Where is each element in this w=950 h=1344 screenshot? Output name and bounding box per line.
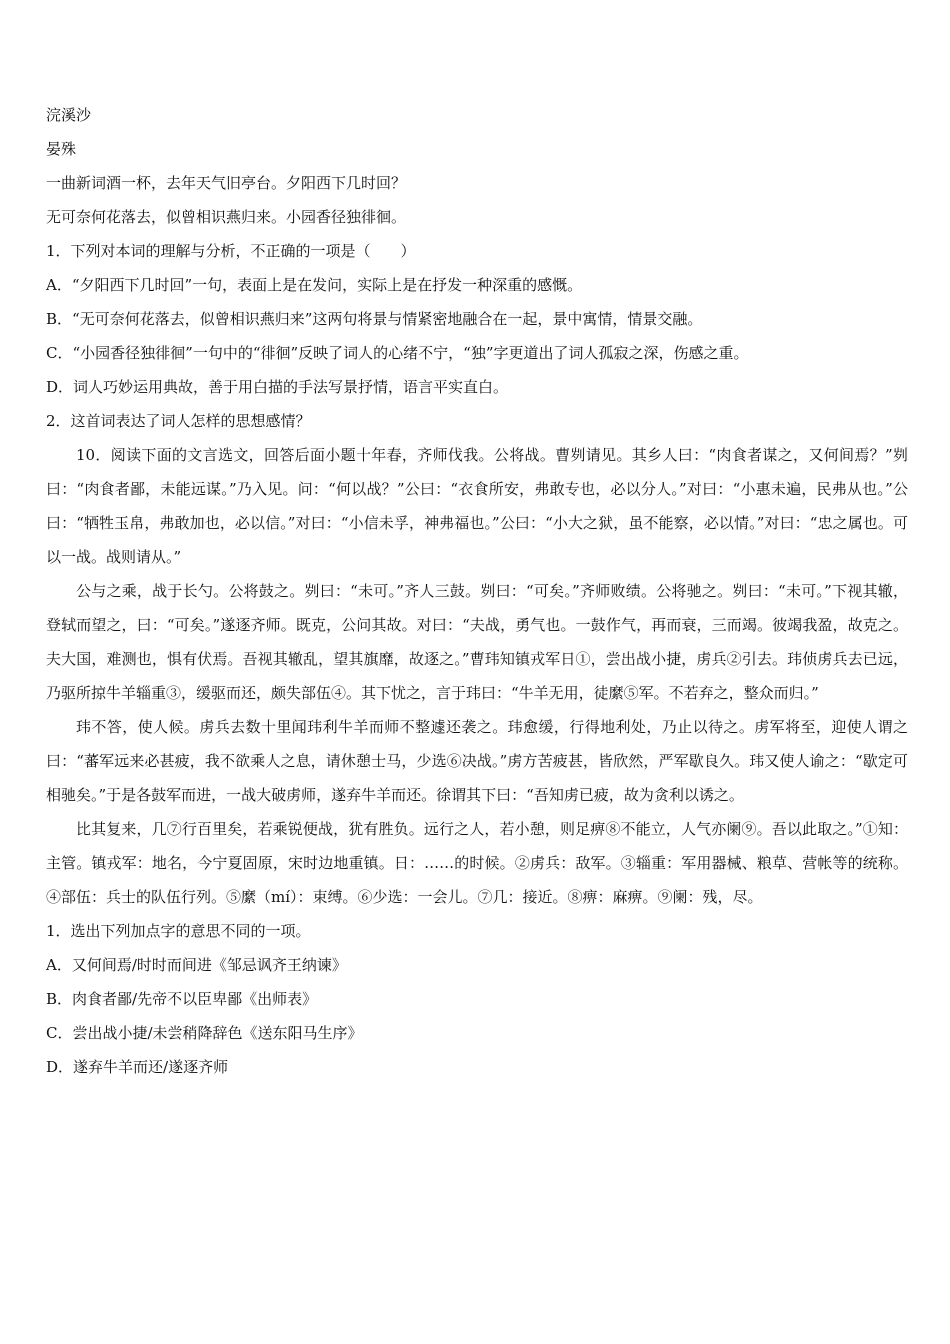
q10-paragraph-2: 公与之乘，战于长勺。公将鼓之。刿曰：“未可。”齐人三鼓。刿曰：“可矣。”齐师败绩。公将驰之。刿曰：“未可。”下视其辙，登轼而望之，曰：“可矣。”遂逐齐师。既克，公问其故。对曰：“夫战，勇气也。一鼓作气，再而衰，三而竭。彼竭我盈，故克之。夫大国，难测也，惧有伏焉。吾视其辙乱，望其旗靡，故逐之。”曹玮知镇戎军日①，尝出战小捷，虏兵②引去。玮侦虏兵去已远，乃驱所掠牛羊辎重③，缓驱而还，颇失部伍④。其下忧之，言于玮曰：“牛羊无用，徒縻⑤军。不若弃之，整众而归。”: [46, 582, 908, 702]
poem-option-a: A．“夕阳西下几时回”一句，表面上是在发问，实际上是在抒发一种深重的感慨。: [46, 276, 583, 294]
q10-option-a: A．又何间焉/时时而间进《邹忌讽齐王纳谏》: [46, 956, 347, 974]
q10-paragraph-3: 玮不答，使人候。虏兵去数十里闻玮利牛羊而师不整遽还袭之。玮愈缓，行得地利处，乃止以待之。虏军将至，迎使人谓之曰：“蕃军远来必甚疲，我不欲乘人之息，请休憩士马，少选⑥决战。”虏方苦疲甚，皆欣然，严军歇良久。玮又使人谕之：“歇定可相驰矣。”于是各鼓军而进，一战大破虏师，遂弃牛羊而还。徐谓其下曰：“吾知虏已疲，故为贪利以诱之。: [46, 718, 908, 804]
q10-option-d: D．遂弃牛羊而还/遂逐齐师: [46, 1058, 229, 1076]
poem-option-d: D．词人巧妙运用典故，善于用白描的手法写景抒情，语言平实直白。: [46, 378, 509, 396]
poem-title: 浣溪沙: [46, 106, 92, 124]
poem-option-b: B．“无可奈何花落去，似曾相识燕归来”这两句将景与情紧密地融合在一起，景中寓情，情景交融。: [46, 310, 703, 328]
poem-line-2: 无可奈何花落去，似曾相识燕归来。小园香径独徘徊。: [46, 208, 407, 226]
q10-question-1: 1．选出下列加点字的意思不同的一项。: [46, 922, 311, 940]
poem-author: 晏殊: [46, 140, 77, 158]
document-content: [46, 98, 908, 1084]
poem-line-1: 一曲新词酒一杯，去年天气旧亭台。夕阳西下几时回？: [46, 174, 407, 192]
q10-paragraph-1: 10．阅读下面的文言选文，回答后面小题十年春，齐师伐我。公将战。曹刿请见。其乡人曰：“肉食者谋之，又何间焉？”刿曰：“肉食者鄙，未能远谋。”乃入见。问：“何以战？”公曰：“衣食所安，弗敢专也，必以分人。”对曰：“小惠未遍，民弗从也。”公曰：“牺牲玉帛，弗敢加也，必以信。”对曰：“小信未孚，神弗福也。”公曰：“小大之狱，虽不能察，必以情。”对曰：“忠之属也。可以一战。战则请从。”: [46, 446, 908, 566]
q10-option-b: B．肉食者鄙/先帝不以臣卑鄙《出师表》: [46, 990, 318, 1008]
q10-option-c: C．尝出战小捷/未尝稍降辞色《送东阳马生序》: [46, 1024, 363, 1042]
q10-paragraph-4: 比其复来，几⑦行百里矣，若乘锐便战，犹有胜负。远行之人，若小憩，则足痹⑧不能立，人气亦阑⑨。吾以此取之。”①知：主管。镇戎军：地名，今宁夏固原，宋时边地重镇。日：……的时候。②虏兵：敌军。③辎重：军用器械、粮草、营帐等的统称。④部伍：兵士的队伍行列。⑤縻（mí）：束缚。⑥少选：一会儿。⑦几：接近。⑧痹：麻痹。⑨阑：残，尽。: [46, 820, 908, 906]
poem-option-c: C．“小园香径独徘徊”一句中的“徘徊”反映了词人的心绪不宁，“独”字更道出了词人孤寂之深，伤感之重。: [46, 344, 749, 362]
poem-question-1: 1．下列对本词的理解与分析，不正确的一项是（ ）: [46, 242, 416, 260]
poem-question-2: 2．这首词表达了词人怎样的思想感情？: [46, 412, 311, 430]
